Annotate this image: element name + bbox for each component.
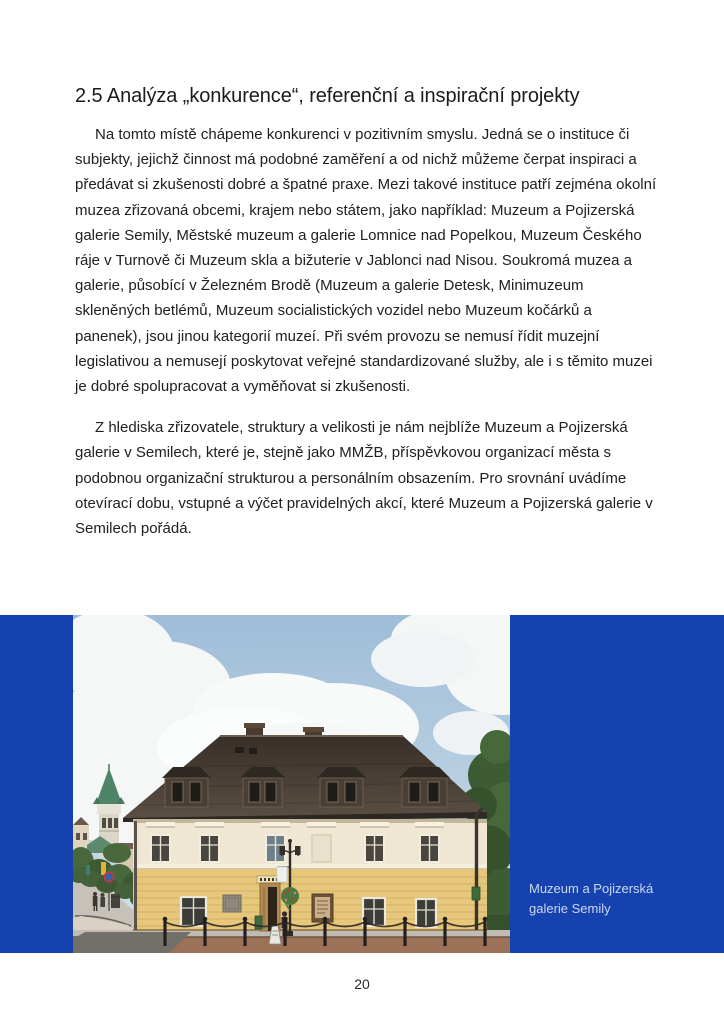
paragraph-1: Na tomto místě chápeme konkurenci v pozitivním smyslu. Jedná se o instituce či subjekty, jejichž činnost má podobné zaměření a od nichž můžeme čerpat inspiraci a předávat si zkušenosti dobré a špatné praxe. Mezi takové instituce patří zejména okolní muzea zřizovaná obcemi, krajem nebo státem, jako například: Muzeum a Pojizerská galerie Semily, Městské muzeum a galerie Lomnice nad Popelkou, Muzeum Českého ráje v Turnově či Muzeum skla a bižuterie v Jablonci nad Nisou. Soukromá muzea a galerie, působící v Železném Brodě (Muzeum a galerie Detesk, Minimuzeum skleněných betlémů, Muzeum socialistických vozidel nebo Muzeum kočárků a panenek), jsou jinou kategorií muzeí. Při svém provozu se nemusí řídit muzejní legislativou a nemusejí poskytovat veřejné standardizované služby, ale i s těmito muzei je dobré spolupracovat a vyměňovat si zkušenosti. — [75, 126, 657, 396]
museum-building-photo — [73, 615, 510, 953]
photo-info-board — [312, 894, 333, 922]
photo-memorial-plaque — [223, 895, 241, 912]
photo-caption: Muzeum a Pojizerská galerie Semily — [529, 881, 654, 916]
body-text — [75, 122, 661, 541]
page-number: 20 — [354, 976, 370, 992]
photo-banner — [0, 615, 724, 953]
paragraph-2: Z hlediska zřizovatele, struktury a velikosti je nám nejblíže Muzeum a Pojizerská galerie v Semilech, které je, stejně jako MMŽB, příspěvkovou organizací města s podobnou organizační strukturou a personálním obsazením. Pro srovnání uvádíme otevírací dobu, vstupné a výčet pravidelných akcí, které Muzeum a Pojizerská galerie v Semilech pořádá. — [75, 419, 653, 538]
section-heading: 2.5 Analýza „konkurence“, referenční a inspirační projekty — [75, 85, 580, 108]
